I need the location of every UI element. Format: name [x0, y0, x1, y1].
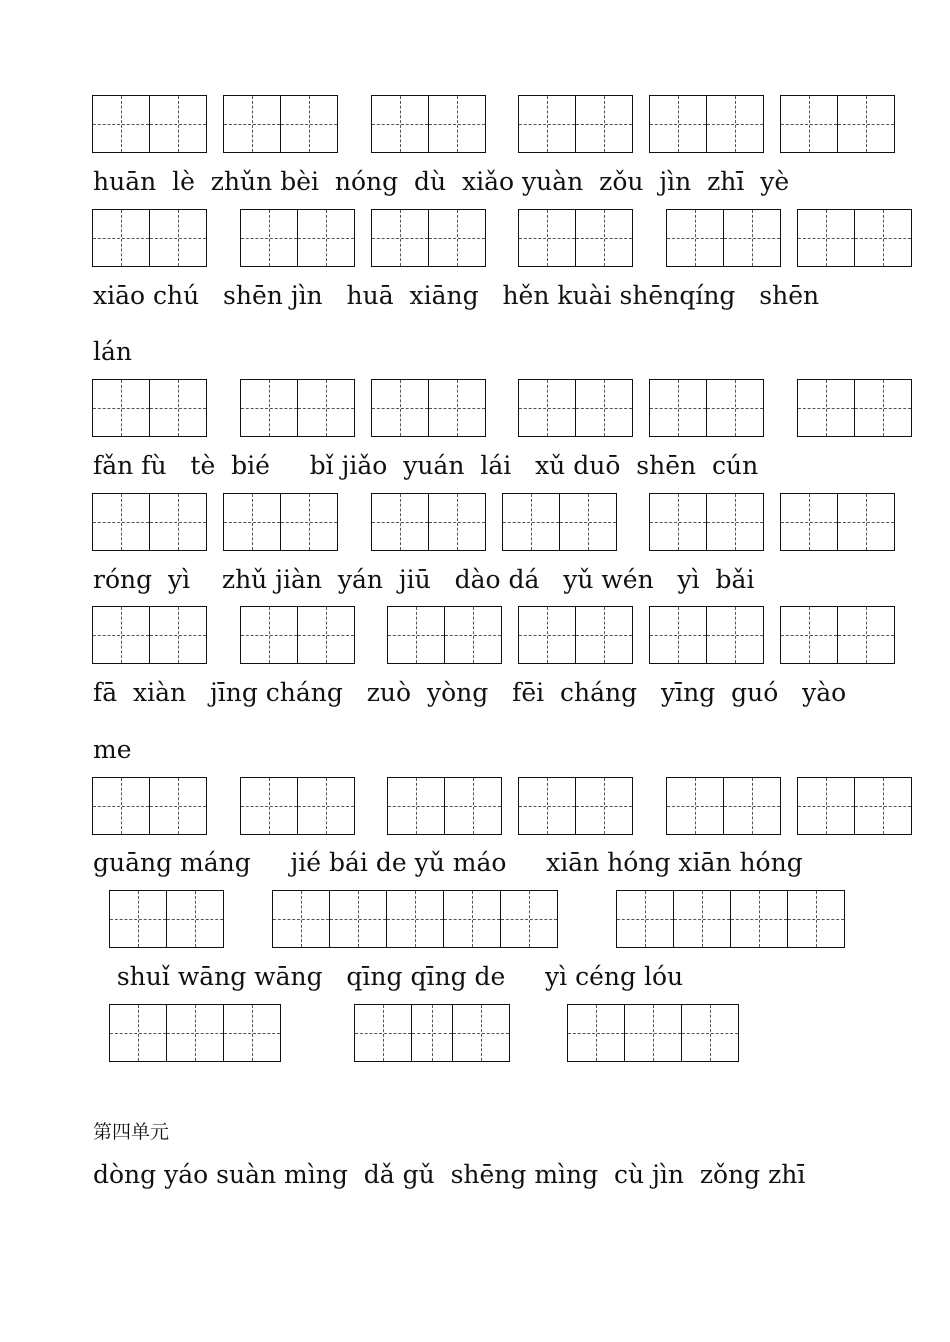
writing-cell[interactable]: [838, 95, 895, 153]
pinyin-line-5: róng yì zhǔ jiàn yán jiū dào dá yǔ wén yì bǎi: [93, 565, 755, 594]
writing-cell[interactable]: [92, 777, 150, 835]
writing-cell[interactable]: [518, 777, 576, 835]
writing-box-group[interactable]: [567, 1004, 739, 1062]
writing-box-group[interactable]: [92, 95, 207, 153]
writing-cell[interactable]: [429, 493, 486, 551]
writing-cell[interactable]: [150, 777, 207, 835]
writing-box-group[interactable]: [649, 379, 764, 437]
writing-cell[interactable]: [560, 493, 617, 551]
writing-box-group[interactable]: [780, 606, 895, 664]
pinyin-line-6: fā xiàn jīng cháng zuò yòng fēi cháng yīng guó yào: [93, 678, 847, 707]
pinyin-line-4: fǎn fù tè bié bǐ jiǎo yuán lái xǔ duō shēn cún: [93, 451, 759, 480]
section-title: 第四单元: [93, 1121, 170, 1143]
writing-box-group[interactable]: [92, 606, 207, 664]
writing-cell[interactable]: [298, 606, 355, 664]
writing-cell[interactable]: [518, 209, 576, 267]
writing-cell[interactable]: [838, 493, 895, 551]
writing-cell[interactable]: [855, 209, 912, 267]
writing-box-group[interactable]: [780, 95, 895, 153]
writing-box-group[interactable]: [649, 606, 764, 664]
writing-cell[interactable]: [707, 95, 764, 153]
writing-cell[interactable]: [150, 493, 207, 551]
writing-cell[interactable]: [518, 95, 576, 153]
writing-box-group[interactable]: [371, 209, 486, 267]
writing-cell[interactable]: [724, 777, 781, 835]
writing-cell[interactable]: [518, 379, 576, 437]
writing-box-group[interactable]: [518, 606, 633, 664]
writing-cell[interactable]: [682, 1004, 739, 1062]
writing-cell[interactable]: [298, 777, 355, 835]
writing-box-group[interactable]: [371, 95, 486, 153]
writing-cell[interactable]: [649, 95, 707, 153]
writing-box-group[interactable]: [518, 209, 633, 267]
writing-cell[interactable]: [240, 606, 298, 664]
writing-cell[interactable]: [412, 1004, 453, 1062]
writing-cell[interactable]: [224, 1004, 281, 1062]
writing-cell[interactable]: [298, 209, 355, 267]
writing-box-group[interactable]: [240, 606, 355, 664]
writing-box-group[interactable]: [387, 777, 502, 835]
writing-cell[interactable]: [240, 777, 298, 835]
writing-box-group[interactable]: [272, 890, 558, 948]
pinyin-line-9: shuǐ wāng wāng qīng qīng de yì céng lóu: [93, 962, 684, 991]
writing-box-group[interactable]: [666, 209, 781, 267]
writing-box-group[interactable]: [797, 379, 912, 437]
writing-cell[interactable]: [109, 890, 167, 948]
writing-cell[interactable]: [502, 493, 560, 551]
writing-cell[interactable]: [150, 606, 207, 664]
writing-cell[interactable]: [780, 606, 838, 664]
writing-cell[interactable]: [150, 379, 207, 437]
writing-cell[interactable]: [387, 606, 445, 664]
writing-cell[interactable]: [92, 209, 150, 267]
writing-box-group[interactable]: [649, 493, 764, 551]
writing-cell[interactable]: [429, 379, 486, 437]
writing-cell[interactable]: [453, 1004, 510, 1062]
pinyin-line-3: lán: [93, 337, 133, 366]
writing-cell[interactable]: [666, 209, 724, 267]
writing-box-group[interactable]: [502, 493, 617, 551]
writing-cell[interactable]: [788, 890, 845, 948]
writing-cell[interactable]: [387, 890, 444, 948]
writing-cell[interactable]: [649, 379, 707, 437]
writing-cell[interactable]: [576, 95, 633, 153]
writing-cell[interactable]: [223, 493, 281, 551]
writing-box-group[interactable]: [109, 890, 224, 948]
writing-cell[interactable]: [855, 777, 912, 835]
writing-box-group[interactable]: [240, 777, 355, 835]
writing-cell[interactable]: [92, 493, 150, 551]
writing-box-group[interactable]: [797, 209, 912, 267]
writing-cell[interactable]: [445, 606, 502, 664]
writing-cell[interactable]: [445, 777, 502, 835]
writing-cell[interactable]: [272, 890, 330, 948]
writing-cell[interactable]: [429, 95, 486, 153]
writing-cell[interactable]: [92, 606, 150, 664]
pinyin-line-2: xiāo chú shēn jìn huā xiāng hěn kuài shēnqíng shēn: [93, 281, 820, 310]
writing-box-group[interactable]: [518, 777, 633, 835]
writing-cell[interactable]: [429, 209, 486, 267]
writing-cell[interactable]: [731, 890, 788, 948]
writing-box-group[interactable]: [354, 1004, 510, 1062]
writing-cell[interactable]: [780, 95, 838, 153]
writing-box-group[interactable]: [223, 493, 338, 551]
pinyin-line-7: me: [93, 735, 132, 764]
pinyin-line-1: huān lè zhǔn bèi nóng dù xiǎo yuàn zǒu jìn zhī yè: [93, 167, 790, 196]
writing-box-group[interactable]: [240, 209, 355, 267]
writing-cell[interactable]: [649, 493, 707, 551]
writing-box-group[interactable]: [92, 209, 207, 267]
writing-cell[interactable]: [387, 777, 445, 835]
writing-cell[interactable]: [298, 379, 355, 437]
writing-cell[interactable]: [92, 95, 150, 153]
writing-cell[interactable]: [518, 606, 576, 664]
pinyin-line-10: dòng yáo suàn mìng dǎ gǔ shēng mìng cù jìn zǒng zhī: [93, 1160, 806, 1189]
writing-cell[interactable]: [240, 209, 298, 267]
writing-cell[interactable]: [625, 1004, 682, 1062]
writing-cell[interactable]: [707, 379, 764, 437]
writing-cell[interactable]: [797, 777, 855, 835]
writing-cell[interactable]: [780, 493, 838, 551]
writing-box-group[interactable]: [797, 777, 912, 835]
writing-cell[interactable]: [666, 777, 724, 835]
writing-box-group[interactable]: [518, 95, 633, 153]
writing-box-group[interactable]: [371, 493, 486, 551]
writing-cell[interactable]: [371, 95, 429, 153]
writing-cell[interactable]: [576, 209, 633, 267]
writing-box-group[interactable]: [649, 95, 764, 153]
writing-cell[interactable]: [838, 606, 895, 664]
writing-cell[interactable]: [167, 1004, 224, 1062]
writing-cell[interactable]: [330, 890, 387, 948]
writing-cell[interactable]: [501, 890, 558, 948]
writing-cell[interactable]: [616, 890, 674, 948]
writing-cell[interactable]: [223, 95, 281, 153]
writing-box-group[interactable]: [616, 890, 845, 948]
writing-box-group[interactable]: [109, 1004, 281, 1062]
writing-cell[interactable]: [576, 606, 633, 664]
writing-cell[interactable]: [567, 1004, 625, 1062]
pinyin-line-8: guāng máng jié bái de yǔ máo xiān hóng xiān hóng: [93, 848, 803, 877]
writing-box-group[interactable]: [780, 493, 895, 551]
writing-cell[interactable]: [281, 493, 338, 551]
writing-cell[interactable]: [576, 379, 633, 437]
writing-cell[interactable]: [240, 379, 298, 437]
writing-cell[interactable]: [707, 606, 764, 664]
writing-cell[interactable]: [150, 209, 207, 267]
writing-cell[interactable]: [371, 209, 429, 267]
writing-cell[interactable]: [674, 890, 731, 948]
writing-cell[interactable]: [444, 890, 501, 948]
writing-cell[interactable]: [855, 379, 912, 437]
writing-cell[interactable]: [371, 493, 429, 551]
writing-cell[interactable]: [150, 95, 207, 153]
writing-box-group[interactable]: [518, 379, 633, 437]
writing-cell[interactable]: [371, 379, 429, 437]
writing-cell[interactable]: [724, 209, 781, 267]
writing-cell[interactable]: [707, 493, 764, 551]
writing-cell[interactable]: [797, 209, 855, 267]
writing-cell[interactable]: [281, 95, 338, 153]
writing-box-group[interactable]: [240, 379, 355, 437]
writing-box-group[interactable]: [666, 777, 781, 835]
writing-box-group[interactable]: [92, 493, 207, 551]
writing-cell[interactable]: [649, 606, 707, 664]
writing-cell[interactable]: [797, 379, 855, 437]
writing-box-group[interactable]: [387, 606, 502, 664]
writing-box-group[interactable]: [371, 379, 486, 437]
writing-box-group[interactable]: [92, 777, 207, 835]
writing-box-group[interactable]: [92, 379, 207, 437]
writing-cell[interactable]: [109, 1004, 167, 1062]
writing-box-group[interactable]: [223, 95, 338, 153]
writing-cell[interactable]: [354, 1004, 412, 1062]
writing-cell[interactable]: [576, 777, 633, 835]
writing-cell[interactable]: [92, 379, 150, 437]
writing-cell[interactable]: [167, 890, 224, 948]
